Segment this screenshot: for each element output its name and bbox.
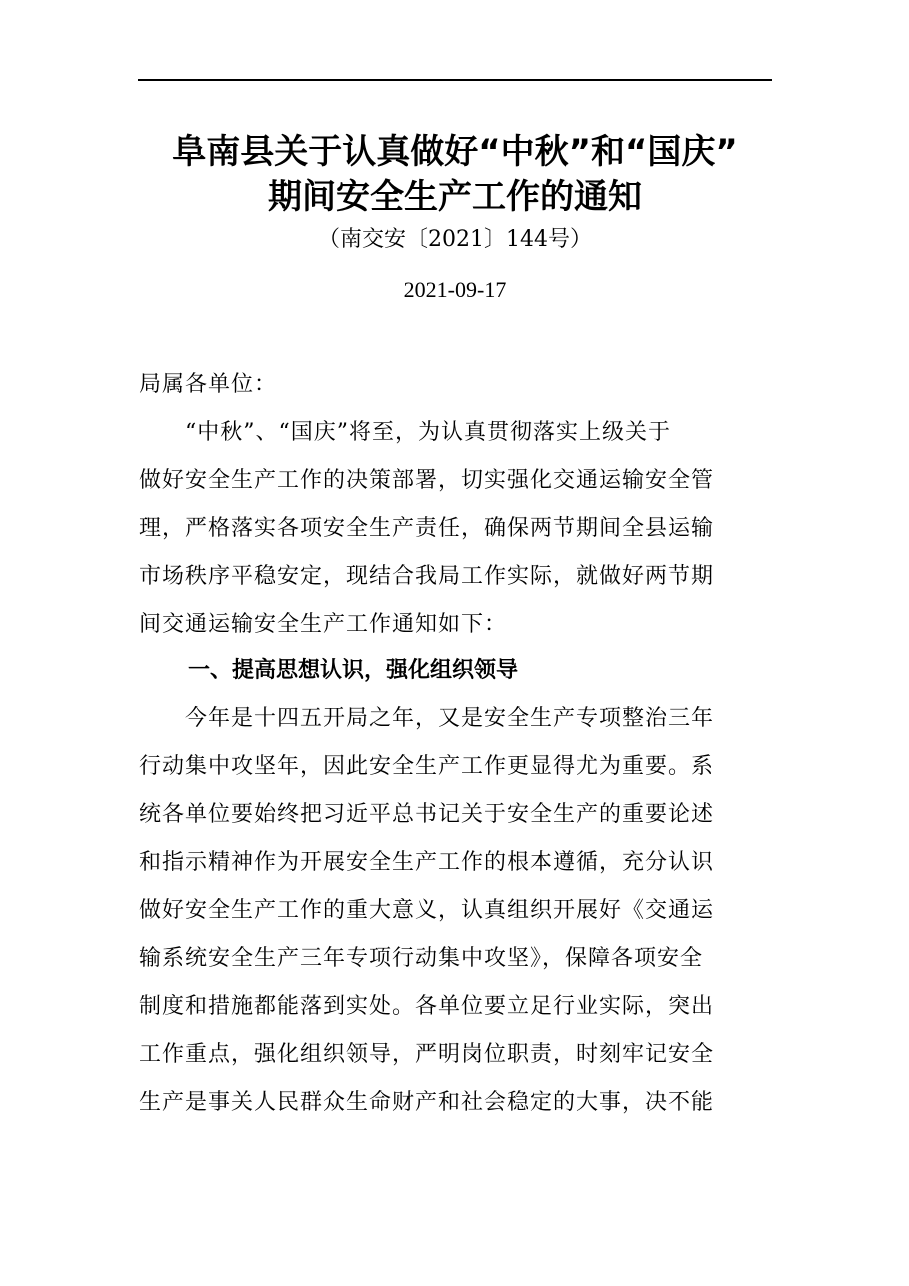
section-line: 今年是十四五开局之年，又是安全生产专项整治三年 <box>139 706 715 731</box>
intro-line: 市场秩序平稳安定，现结合我局工作实际，就做好两节期 <box>139 564 715 589</box>
section-line: 生产是事关人民群众生命财产和社会稳定的大事，决不能 <box>139 1090 715 1115</box>
section-line: 输系统安全生产三年专项行动集中攻坚》，保障各项安全 <box>139 946 704 971</box>
document-number: （南交安〔2021〕144号） <box>318 227 592 252</box>
section-line: 行动集中攻坚年，因此安全生产工作更显得尤为重要。系 <box>139 754 715 779</box>
section-line: 统各单位要始终把习近平总书记关于安全生产的重要论述 <box>139 802 715 827</box>
intro-line: 理，严格落实各项安全生产责任，确保两节期间全县运输 <box>139 516 715 541</box>
document-title-line-2: 期间安全生产工作的通知 <box>268 177 642 217</box>
document-date: 2021-09-17 <box>403 277 507 302</box>
intro-line: 做好安全生产工作的决策部署，切实强化交通运输安全管 <box>139 468 715 493</box>
section-heading: 一、提高思想认识，强化组织领导 <box>188 658 519 683</box>
section-line: 和指示精神作为开展安全生产工作的根本遵循，充分认识 <box>139 850 715 875</box>
intro-line: 间交通运输安全生产工作通知如下： <box>139 612 508 637</box>
document-title-line-1: 阜南县关于认真做好“中秋”和“国庆” <box>172 132 738 172</box>
section-line: 制度和措施都能落到实处。各单位要立足行业实际，突出 <box>139 994 715 1019</box>
header-rule <box>138 79 772 81</box>
section-line: 工作重点，强化组织领导，严明岗位职责，时刻牢记安全 <box>139 1042 715 1067</box>
section-line: 做好安全生产工作的重大意义，认真组织开展好《交通运 <box>139 898 715 923</box>
salutation: 局属各单位： <box>139 372 278 397</box>
intro-line: “中秋”、“国庆”将至，为认真贯彻落实上级关于 <box>139 420 671 445</box>
